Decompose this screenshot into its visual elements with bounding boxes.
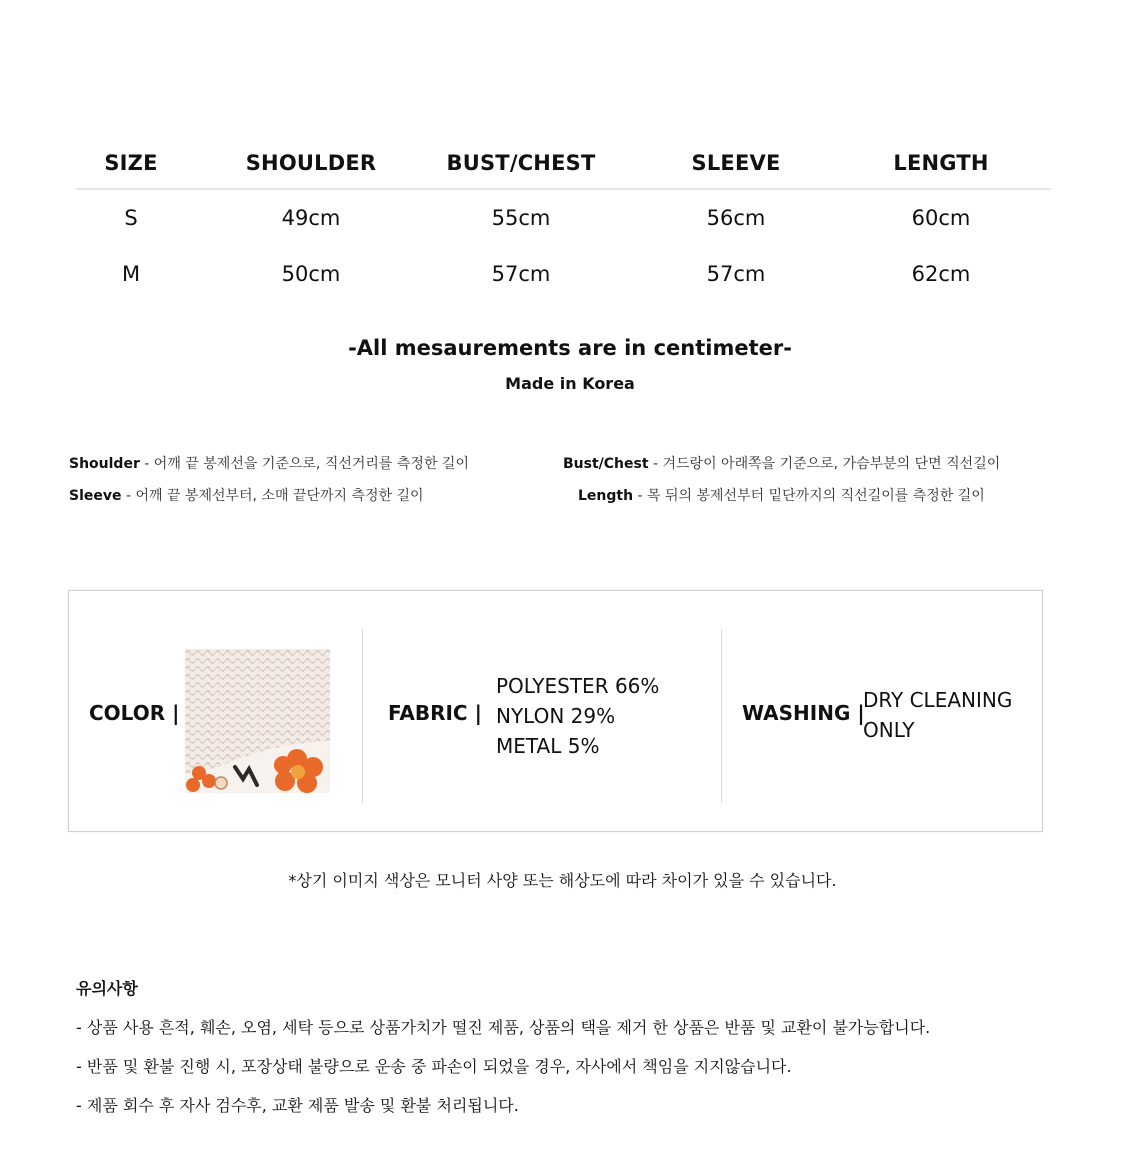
color-swatch-image [185, 649, 330, 793]
definition-sleeve [69, 485, 424, 505]
length-value: 62cm [911, 262, 971, 286]
sleeve-value: 56cm [706, 206, 766, 230]
header-size: SIZE [104, 151, 158, 175]
caution-title: 유의사항 [76, 979, 138, 998]
definition-bust [563, 453, 1000, 473]
knit-pattern-image [185, 649, 330, 793]
color-label: COLOR | [89, 701, 180, 725]
length-value: 60cm [911, 206, 971, 230]
definition-term: Shoulder [69, 456, 140, 472]
column-divider [362, 629, 363, 803]
shoulder-value: 50cm [281, 262, 341, 286]
sleeve-value: 57cm [706, 262, 766, 286]
color-disclaimer: *상기 이미지 색상은 모니터 사양 또는 해상도에 따라 차이가 있을 수 있습니다. [288, 871, 837, 890]
fabric-label: FABRIC | [388, 701, 482, 725]
size-table-header [76, 138, 1051, 190]
definition-term: Bust/Chest [563, 456, 649, 472]
header-shoulder: SHOULDER [245, 151, 377, 175]
fabric-value: POLYESTER 66% [496, 674, 660, 698]
column-divider [721, 629, 722, 803]
definition-term: Sleeve [69, 488, 122, 504]
header-bust-chest: BUST/CHEST [446, 151, 596, 175]
origin-note: Made in Korea [505, 374, 635, 393]
definition-term: Length [578, 488, 634, 504]
washing-values [863, 685, 1012, 745]
size-label: M [121, 262, 141, 286]
measurement-note: -All mesaurements are in centimeter- [348, 336, 792, 360]
list-item: - 제품 회수 후 자사 검수후, 교환 제품 발송 및 환불 처리됩니다. [76, 1096, 519, 1115]
fabric-values [496, 671, 659, 761]
definition-text: - 어깨 끝 봉제선을 기준으로, 직선거리를 측정한 길이 [139, 456, 469, 472]
header-length: LENGTH [893, 151, 989, 175]
definition-text: - 겨드랑이 아래쪽을 기준으로, 가슴부분의 단면 직선길이 [648, 456, 1001, 472]
definition-length [578, 485, 985, 505]
bust-value: 55cm [491, 206, 551, 230]
table-row [76, 190, 1051, 246]
table-row [76, 246, 1051, 302]
washing-value: DRY CLEANING [863, 688, 1013, 712]
size-table [76, 138, 1051, 302]
bust-value: 57cm [491, 262, 551, 286]
header-sleeve: SLEEVE [691, 151, 781, 175]
washing-label: WASHING | [742, 701, 865, 725]
size-label: S [124, 206, 138, 230]
definition-text: - 어깨 끝 봉제선부터, 소매 끝단까지 측정한 길이 [121, 488, 424, 504]
shoulder-value: 49cm [281, 206, 341, 230]
washing-value: ONLY [863, 718, 915, 742]
fabric-value: METAL 5% [496, 734, 600, 758]
list-item: - 반품 및 환불 진행 시, 포장상태 불량으로 운송 중 파손이 되었을 경우, 자사에서 책임을 지지않습니다. [76, 1057, 792, 1076]
product-info-box [68, 590, 1043, 832]
definition-text: - 목 뒤의 봉제선부터 밑단까지의 직선길이를 측정한 길이 [633, 488, 985, 504]
list-item: - 상품 사용 흔적, 훼손, 오염, 세탁 등으로 상품가치가 떨진 제품, 상품의 택을 제거 한 상품은 반품 및 교환이 불가능합니다. [76, 1018, 931, 1037]
fabric-value: NYLON 29% [496, 704, 616, 728]
definition-shoulder [69, 453, 469, 473]
